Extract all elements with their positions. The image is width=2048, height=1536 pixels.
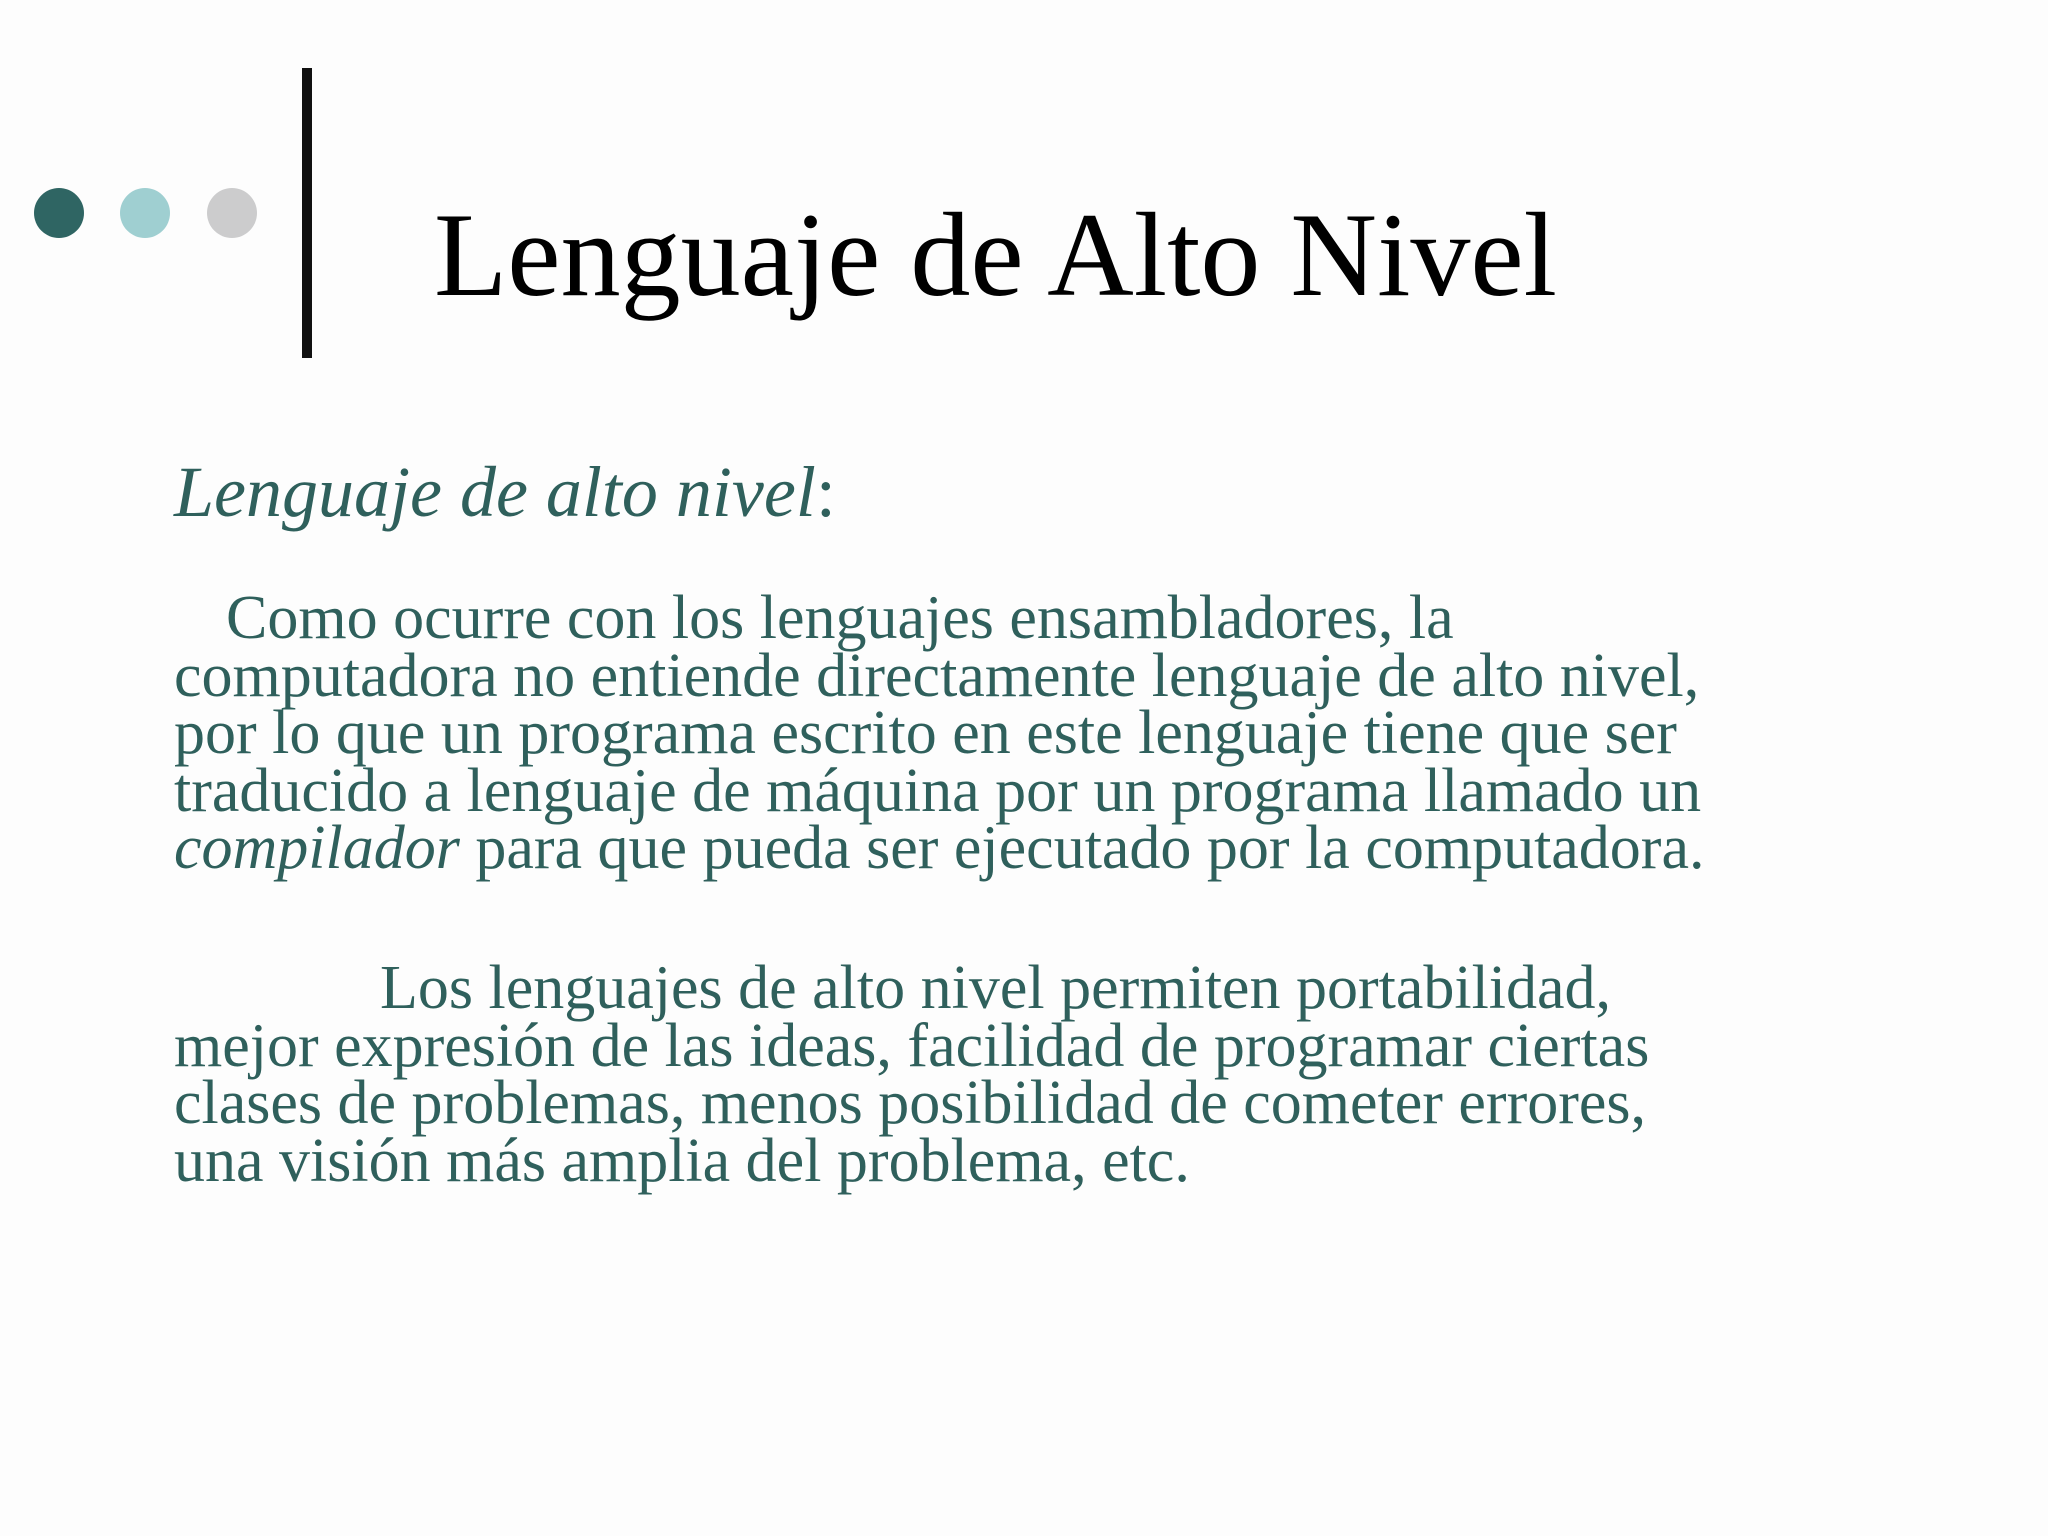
slide-subtitle: [174, 450, 836, 534]
compiler-line-rest: para que pueda ser ejecutado por la computadora.: [459, 814, 1705, 882]
compiler-term: compilador: [174, 814, 460, 882]
paragraph-line: computadora no entiende directamente lenguaje de alto nivel,: [174, 641, 1700, 710]
paragraph-line: Como ocurre con los lenguajes ensambladores, la: [226, 584, 1454, 652]
paragraph-line: mejor expresión de las ideas, facilidad de programar ciertas: [174, 1011, 1650, 1080]
gray-circle-icon: [207, 188, 257, 238]
teal-circle-icon: [120, 188, 170, 238]
paragraph-line: traducido a lenguaje de máquina por un programa llamado un: [174, 756, 1702, 825]
paragraph-line: [174, 814, 1894, 882]
subtitle-term: Lenguaje de alto nivel: [174, 452, 816, 532]
paragraph-line: una visión más amplia del problema, etc.: [174, 1126, 1190, 1195]
paragraph-line: clases de problemas, menos posibilidad de cometer errores,: [174, 1069, 1647, 1137]
paragraph-compiler: [174, 584, 1894, 882]
subtitle-colon: :: [815, 452, 836, 532]
paragraph-line: Los lenguajes de alto nivel permiten portabilidad,: [380, 954, 1612, 1022]
paragraph-line: por lo que un programa escrito en este lenguaje tiene que ser: [174, 699, 1677, 767]
slide-title: Lenguaje de Alto Nivel: [434, 188, 1558, 321]
dark-circle-icon: [34, 188, 84, 238]
vertical-divider: [302, 68, 312, 358]
paragraph-advantages: [174, 954, 1894, 1195]
